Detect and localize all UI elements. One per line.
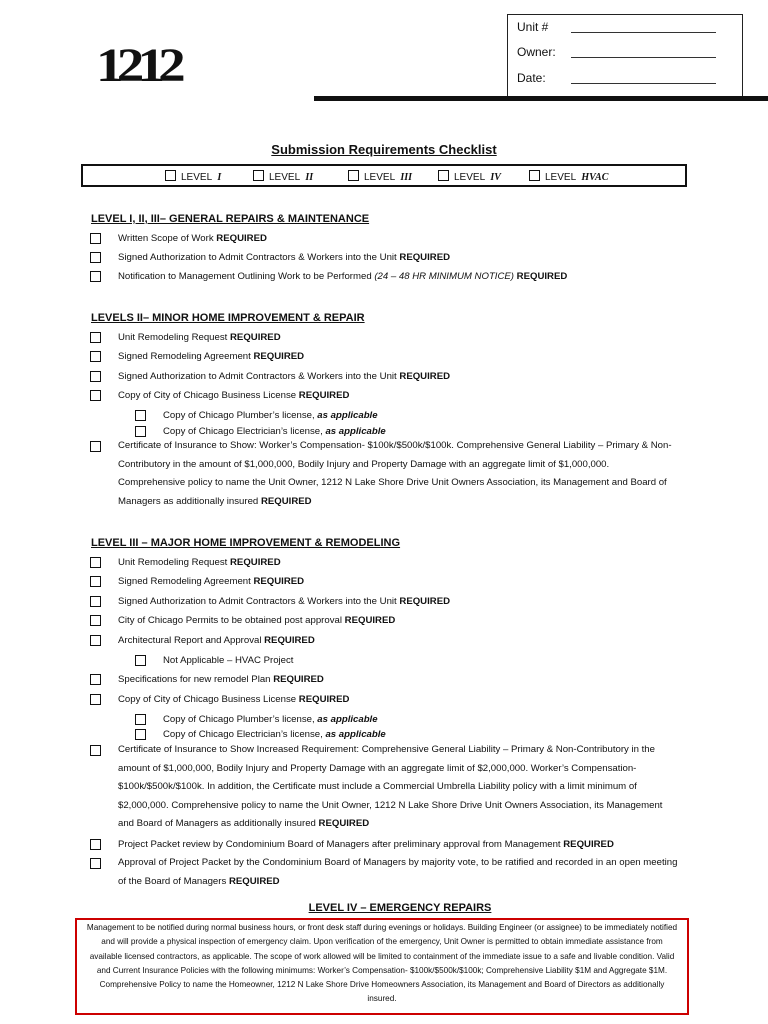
checkbox-icon[interactable] <box>90 271 101 282</box>
level-option-2[interactable]: LEVEL II <box>253 170 313 183</box>
section-heading-minor: LEVELS II– MINOR HOME IMPROVEMENT & REPAIR <box>91 312 365 324</box>
checkbox-icon[interactable] <box>90 371 101 382</box>
level-option-3[interactable]: LEVEL III <box>348 170 412 183</box>
checkbox-icon[interactable] <box>90 390 101 401</box>
page-title: Submission Requirements Checklist <box>271 142 497 157</box>
checkbox-icon[interactable] <box>90 557 101 568</box>
checkbox-icon[interactable] <box>90 635 101 646</box>
checkbox-icon[interactable] <box>90 615 101 626</box>
owner-line <box>571 57 716 58</box>
checkbox-icon[interactable] <box>135 714 146 725</box>
level-selector <box>81 164 687 187</box>
checkbox-icon[interactable] <box>90 839 101 850</box>
checkbox-icon[interactable] <box>135 729 146 740</box>
unit-label: Unit # <box>517 20 549 34</box>
unit-field[interactable] <box>517 20 548 34</box>
level-option-4[interactable]: LEVEL IV <box>438 170 501 183</box>
level-option-1[interactable]: LEVEL I <box>165 170 221 183</box>
date-label: Date: <box>517 71 546 85</box>
checkbox-icon[interactable] <box>90 233 101 244</box>
checkbox-icon[interactable] <box>90 252 101 263</box>
checkbox-icon[interactable] <box>135 410 146 421</box>
section-heading-general: LEVEL I, II, III– GENERAL REPAIRS & MAINTENANCE <box>91 213 370 225</box>
checkbox-icon[interactable] <box>348 170 359 181</box>
checkbox-icon[interactable] <box>90 441 101 452</box>
checkbox-icon[interactable] <box>90 694 101 705</box>
checkbox-icon[interactable] <box>438 170 449 181</box>
checkbox-icon[interactable] <box>90 674 101 685</box>
logo: 1212 <box>96 39 179 92</box>
level-option-hvac[interactable]: LEVEL HVAC <box>529 170 608 183</box>
owner-field[interactable] <box>517 45 556 59</box>
checkbox-icon[interactable] <box>165 170 176 181</box>
checkbox-icon[interactable] <box>135 655 146 666</box>
checkbox-icon[interactable] <box>135 426 146 437</box>
checkbox-icon[interactable] <box>529 170 540 181</box>
section-heading-major: LEVEL III – MAJOR HOME IMPROVEMENT & REMODELING <box>91 537 401 549</box>
checkbox-icon[interactable] <box>90 745 101 756</box>
emergency-notice: Management to be notified during normal business hours, or front desk staff during evenings or holidays. Building Engineer (or assignee) to be immediately notified and will provide a physical inspection of emergency claim. Upon verification of the emergency, Unit Owner is permitted to obtain immediate assistance from available licensed contractors, as applicable. The scope of work allowed will be limited to containment of the immediate issue to a safe and livable condition. Valid and Current Insurance Policies with the following minimums: Worker’s Compensation- $100k/$500k/$100k; Comprehensive Liability $1M and Aggregate $1M. Comprehensive Policy to name the Homeowner, 1212 N Lake Shore Drive Homeowners Association, its Management and Board of Directors as additionally insured. <box>75 918 689 1015</box>
date-field[interactable] <box>517 71 546 85</box>
checkbox-icon[interactable] <box>90 596 101 607</box>
checkbox-icon[interactable] <box>90 332 101 343</box>
header-rule <box>314 96 768 101</box>
date-line <box>571 83 716 84</box>
checkbox-icon[interactable] <box>253 170 264 181</box>
insurance-text: Certificate of Insurance to Show: Worker’s Compensation- $100k/$500k/$100k. Comprehensive General Liability – Primary & Non-Contributory in the amount of $1,000,000, Bodily Injury and Property Damage with an aggregate limit of $1,000,000. Comprehensive policy to name the Unit Owner, 1212 N Lake Shore Drive Unit Owners Association, its Management and Board of Managers as additionally insured REQUIRED <box>118 440 672 507</box>
owner-label: Owner: <box>517 45 556 59</box>
insurance-text: Certificate of Insurance to Show Increased Requirement: Comprehensive General Liability – Primary & Non-Contributory in the amount of $1,000,000, Bodily Injury and Property Damage with an aggregate limit of $2,000,000. Worker’s Compensation- $100k/$500k/$100k. In addition, the Certificate must include a Commercial Umbrella Liability policy with a limit minimum of $2,000,000. Comprehensive policy to name the Unit Owner, 1212 N Lake Shore Drive Unit Owners Association, its Management and Board of Managers as additionally insured REQUIRED <box>118 744 663 830</box>
section-heading-emergency: LEVEL IV – EMERGENCY REPAIRS <box>308 902 492 914</box>
packet-approval-text: Approval of Project Packet by the Condominium Board of Managers by majority vote, to be ratified and recorded in an open meeting of the Board of Managers REQUIRED <box>118 857 678 887</box>
checkbox-icon[interactable] <box>90 576 101 587</box>
unit-info-box <box>507 14 743 98</box>
checkbox-icon[interactable] <box>90 351 101 362</box>
checkbox-icon[interactable] <box>90 858 101 869</box>
unit-line <box>571 32 716 33</box>
